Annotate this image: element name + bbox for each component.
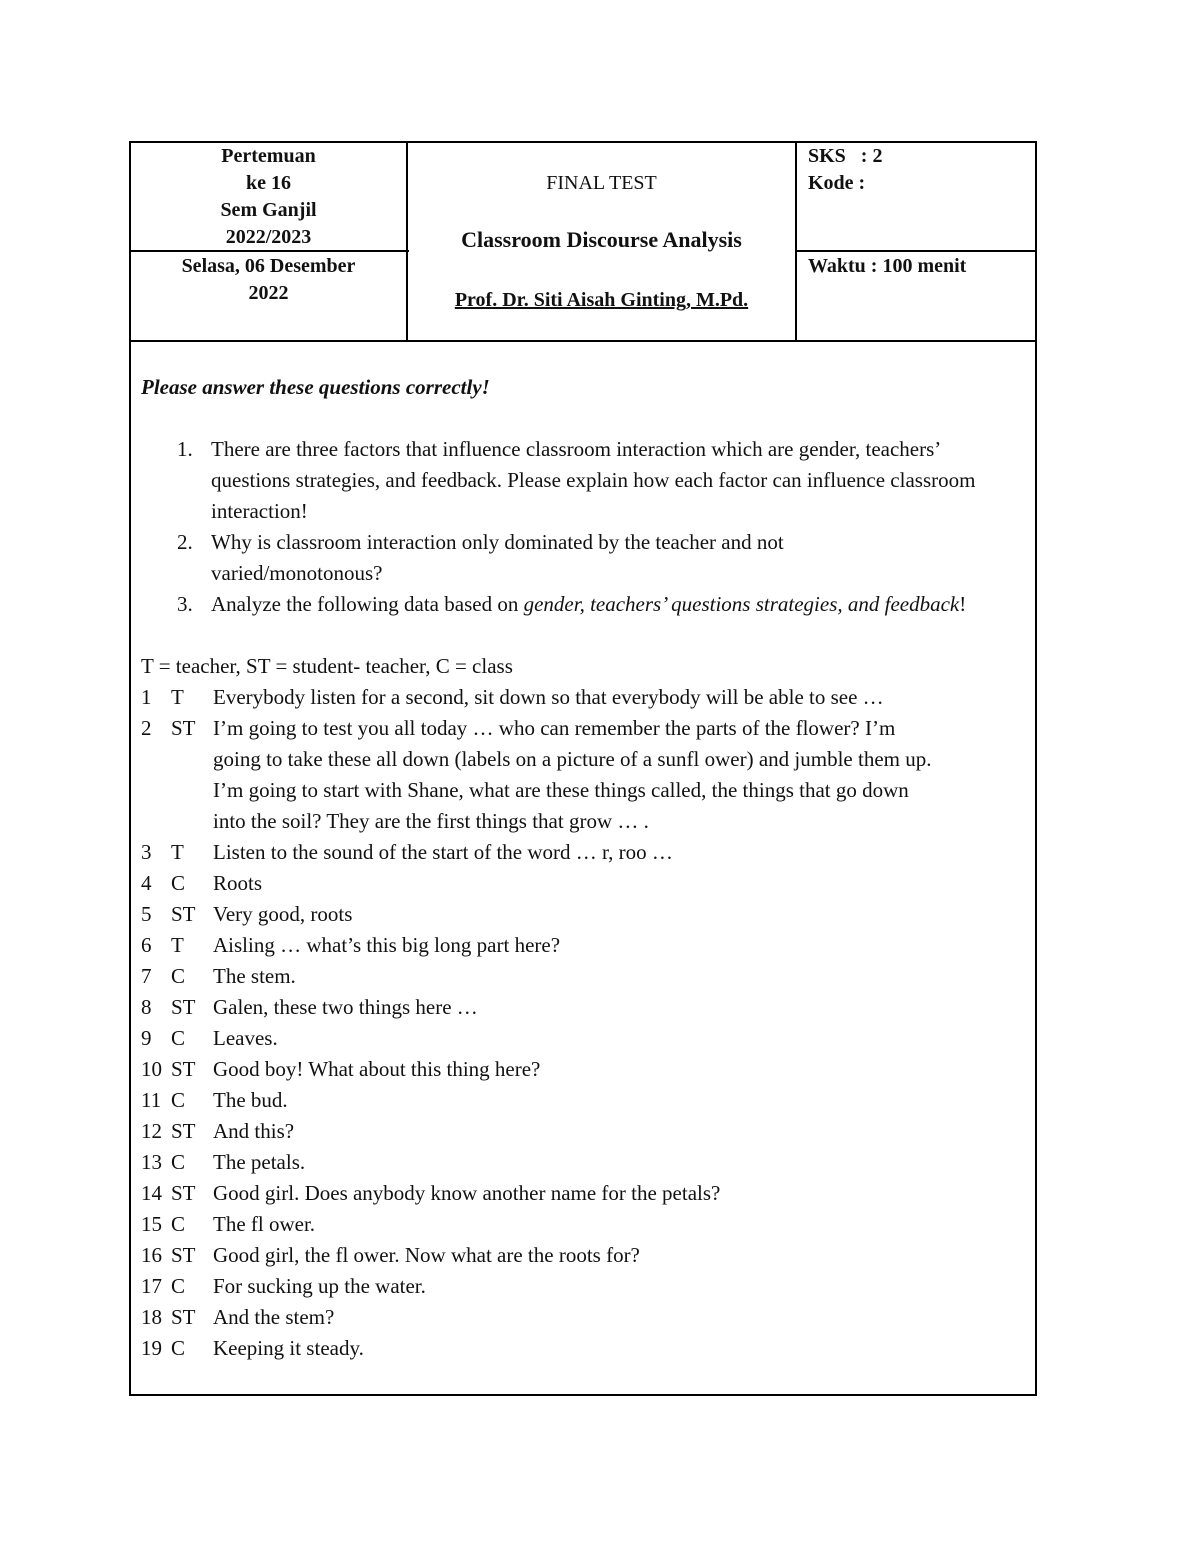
transcript-continuation: [141, 744, 1021, 775]
header-bottom-rule: [129, 340, 1037, 342]
sks-credits: SKS : 2: [808, 145, 883, 167]
transcript-line: [141, 1023, 1021, 1054]
transcript-line: [141, 961, 1021, 992]
exam-body: [141, 372, 1021, 1364]
transcript-line: [141, 868, 1021, 899]
line-number: 12: [141, 1119, 162, 1143]
transcript-line: [141, 1302, 1021, 1333]
transcript-line: [141, 837, 1021, 868]
line-number: 5: [141, 902, 152, 926]
question-number: 2.: [177, 530, 193, 554]
line-number: 19: [141, 1336, 162, 1360]
speaker-code: T: [171, 685, 184, 709]
speaker-code: C: [171, 964, 186, 988]
utterance-text: going to take these all down (labels on a picture of a sunfl ower) and jumble them up.: [213, 747, 932, 771]
utterance-text: Listen to the sound of the start of the word … r, roo …: [213, 840, 673, 864]
speaker-code: C: [171, 1150, 186, 1174]
line-number: 11: [141, 1088, 162, 1112]
line-number: 13: [141, 1150, 162, 1174]
transcript-line: [141, 1333, 1021, 1364]
line-number: 8: [141, 995, 152, 1019]
question-text: Analyze the following data based on: [211, 592, 524, 616]
transcript-line: [141, 1240, 1021, 1271]
utterance-text: And this?: [213, 1119, 295, 1143]
date-line: Selasa, 06 Desember: [181, 255, 356, 277]
speaker-code: ST: [171, 1057, 196, 1081]
meeting-line: 2022/2023: [225, 226, 312, 248]
speaker-code: ST: [171, 995, 196, 1019]
question-item: [141, 527, 931, 589]
utterance-text: The fl ower.: [213, 1212, 316, 1236]
transcript-line: [141, 930, 1021, 961]
speaker-code: C: [171, 1212, 186, 1236]
speaker-code: T: [171, 840, 184, 864]
transcript-line: [141, 1178, 1021, 1209]
line-number: 9: [141, 1026, 152, 1050]
utterance-text: Everybody listen for a second, sit down so that everybody will be able to see …: [213, 685, 884, 709]
utterance-text: Good boy! What about this thing here?: [213, 1057, 541, 1081]
question-number: 3.: [177, 592, 193, 616]
speaker-code: ST: [171, 716, 196, 740]
utterance-text: I’m going to test you all today … who can remember the parts of the flower? I’m: [213, 716, 896, 740]
transcript-continuation: [141, 806, 1021, 837]
speaker-code: C: [171, 1026, 186, 1050]
line-number: 2: [141, 716, 152, 740]
utterance-text: into the soil? They are the first things that grow … .: [213, 809, 649, 833]
question-text: There are three factors that influence classroom interaction which are gender, teachers’ questions strategies, and feedback. Please explain how each factor can influence classroom interaction!: [211, 437, 976, 523]
utterance-text: And the stem?: [213, 1305, 335, 1329]
course-title: Classroom Discourse Analysis: [461, 227, 742, 252]
line-number: 16: [141, 1243, 162, 1267]
question-end: !: [959, 592, 967, 616]
exam-duration: Waktu : 100 menit: [808, 255, 967, 277]
line-number: 14: [141, 1181, 162, 1205]
question-number: 1.: [177, 437, 193, 461]
speaker-code: ST: [171, 1181, 196, 1205]
speaker-code: C: [171, 871, 186, 895]
speaker-code: T: [171, 933, 184, 957]
utterance-text: Keeping it steady.: [213, 1336, 364, 1360]
line-number: 1: [141, 685, 152, 709]
utterance-text: The stem.: [213, 964, 296, 988]
line-number: 10: [141, 1057, 162, 1081]
question-item: [141, 589, 991, 620]
transcript-continuation: [141, 775, 1021, 806]
speaker-code: ST: [171, 1305, 196, 1329]
utterance-text: The bud.: [213, 1088, 288, 1112]
course-code: Kode :: [808, 172, 866, 194]
speaker-code: ST: [171, 1119, 196, 1143]
instruction: Please answer these questions correctly!: [141, 375, 490, 399]
line-number: 15: [141, 1212, 162, 1236]
utterance-text: The petals.: [213, 1150, 306, 1174]
utterance-text: Roots: [213, 871, 263, 895]
transcript-line: [141, 899, 1021, 930]
meeting-line: ke 16: [246, 172, 291, 194]
utterance-text: I’m going to start with Shane, what are these things called, the things that go down: [213, 778, 909, 802]
utterance-text: Aisling … what’s this big long part here?: [213, 933, 561, 957]
header-mid-rule-right: [795, 250, 1037, 252]
line-number: 18: [141, 1305, 162, 1329]
utterance-text: Very good, roots: [213, 902, 353, 926]
transcript-line: [141, 1271, 1021, 1302]
exam-date: [131, 253, 406, 307]
transcript-line: [141, 1209, 1021, 1240]
meeting-info: [131, 143, 406, 251]
question-list: [141, 434, 1021, 620]
line-number: 6: [141, 933, 152, 957]
speaker-code: C: [171, 1274, 186, 1298]
meeting-line: Sem Ganjil: [220, 199, 317, 221]
utterance-text: Good girl. Does anybody know another name for the petals?: [213, 1181, 721, 1205]
utterance-text: For sucking up the water.: [213, 1274, 426, 1298]
line-number: 4: [141, 871, 152, 895]
utterance-text: Good girl, the fl ower. Now what are the roots for?: [213, 1243, 640, 1267]
speaker-code: C: [171, 1336, 186, 1360]
speaker-code: C: [171, 1088, 186, 1112]
transcript-line: [141, 992, 1021, 1023]
utterance-text: Leaves.: [213, 1026, 278, 1050]
speaker-legend: T = teacher, ST = student- teacher, C = class: [141, 654, 513, 678]
speaker-code: ST: [171, 902, 196, 926]
transcript-line: [141, 1116, 1021, 1147]
transcript-line: [141, 1054, 1021, 1085]
test-label: FINAL TEST: [546, 172, 657, 194]
question-text: Why is classroom interaction only dominated by the teacher and not varied/monotonous?: [211, 530, 784, 585]
line-number: 3: [141, 840, 152, 864]
transcript-line: [141, 1085, 1021, 1116]
lecturer-name: Prof. Dr. Siti Aisah Ginting, M.Pd.: [454, 289, 749, 311]
transcript-line: [141, 713, 1021, 744]
transcript-line: [141, 1147, 1021, 1178]
meeting-line: Pertemuan: [221, 145, 316, 167]
speaker-code: ST: [171, 1243, 196, 1267]
utterance-text: Galen, these two things here …: [213, 995, 478, 1019]
question-item: [141, 434, 991, 527]
transcript: [141, 682, 1021, 1364]
header-divider-2: [795, 141, 797, 342]
question-emphasis: gender, teachers’ questions strategies, and feedback: [523, 592, 960, 616]
date-line: 2022: [248, 282, 289, 304]
line-number: 7: [141, 964, 152, 988]
line-number: 17: [141, 1274, 162, 1298]
transcript-line: [141, 682, 1021, 713]
